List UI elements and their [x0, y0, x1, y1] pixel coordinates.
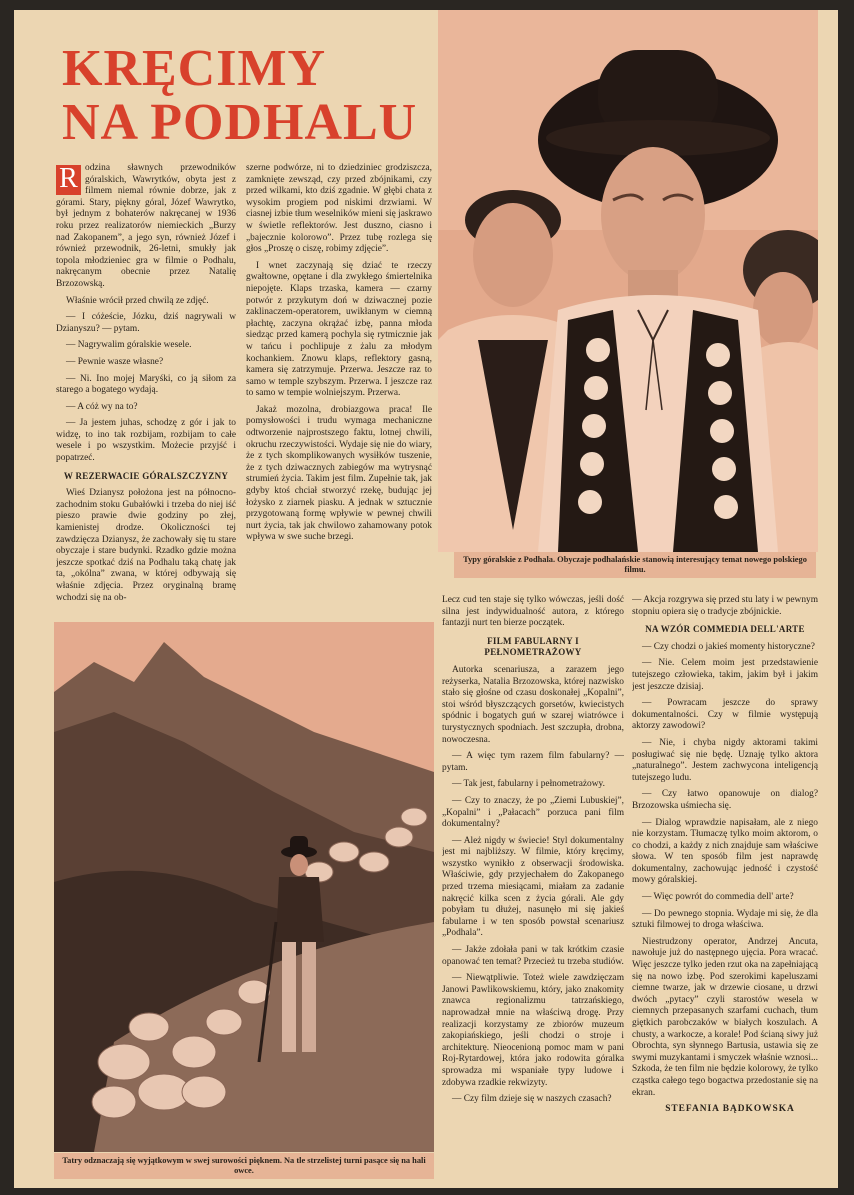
top-photo-caption: Typy góralskie z Podhala. Obyczaje podhalańskie stanowią interesujący temat nowego polskiego filmu. — [454, 552, 816, 578]
intro-paragraph — [56, 163, 236, 291]
paragraph: — Do pewnego stopnia. Wydaje mi się, że dla sztuki filmowej to droga właściwa. — [632, 908, 818, 931]
paragraph: — A cóż wy na to? — [66, 401, 138, 412]
article-title — [62, 42, 452, 150]
paragraph: — Nie, i chyba nigdy aktorami takimi posługiwać się nie będę. Uznaję tylko aktora „naturalnego”. Jestem zachwycona inteligencją tutejszego ludu. — [632, 737, 818, 783]
paragraph: Autorka scenariusza, a zarazem jego reżyserka, Natalia Brzozowska, której nazwisko stało się głośne od czasu doskonałej „Kopalni”, stoi wśród błyszczących gorsetów, kwiecistych spódnic i bogatych guń w szarej wiatrówce i turystycznych spodniach. Jest szczupła, drobna, nowoczesna. — [442, 664, 624, 745]
paragraph: — Tak jest, fabularny i pełnometrażowy. — [452, 779, 605, 790]
paragraph: — Czy chodzi o jakieś momenty historyczne? — [642, 641, 815, 652]
portrait-illustration — [438, 10, 818, 552]
paragraph: — Pewnie wasze własne? — [66, 356, 164, 367]
paragraph: szerne podwórze, ni to dziedziniec grodziszcza, zamknięte zewsząd, czy przed zbójnikami, czy przed wilkami, kto dziś zgadnie. W głębi chata z wysokim progiem pod niskimi drzwiami. W ciasnej izbie tłum weselników mieni się jaskrawo w świetle reflektorów. Jest duszno, ciasno i „bajecznie kolorowo”. Przez tubę rozlega się głos „Proszę o ciszę, robimy zdjęcie”. — [246, 163, 432, 255]
section-heading: W REZERWACIE GÓRALSZCZYZNY — [63, 470, 229, 481]
paragraph: Właśnie wrócił przed chwilą ze zdjęć. — [66, 295, 209, 306]
paragraph: — Powracam jeszcze do sprawy dokumentalności. Czy w filmie występują aktorzy zawodowi? — [632, 698, 818, 732]
text-column-4 — [632, 595, 818, 1183]
bottom-photo-caption: Tatry odznaczają się wyjątkowym w swej surowości pięknem. Na tle strzelistej turni pasące się na hali owce. — [54, 1153, 434, 1179]
paragraph: — Czy łatwo opanowuje on dialog? Brzozowska uśmiecha się. — [632, 789, 818, 811]
paragraph: Lecz cud ten staje się tylko wówczas, jeśli dość silna jest indywidualność autora, z którego fantazji nurt ten bierze początek. — [442, 595, 624, 629]
paragraph: — Czy film dzieje się w naszych czasach? — [452, 1094, 612, 1105]
drop-cap: R — [56, 165, 81, 195]
paragraph: Jakaż mozolna, drobiazgowa praca! Ile pomysłowości i trudu wymaga mechaniczne odtworzenie najprostszego faktu, lotnej chwili, okruchu rzeczywistości. Wydaje się nie do wiary, że z tych skomplikowanych wysiłków tuszenie, że z tych dziwacznych zabiegów ma wytrysnąć strumień życia. Takim jest film. Zupełnie tak, jak gdyby ktoś chciał stworzyć rzekę, budując jej łożysko z ziarnek piasku. A jednak w sztucznie przygotowaną formę wpływie w pewnej chwili nurt życia, tak jak chwilowo zahamowany potok wpływa w swe suche brzegi. — [246, 404, 432, 543]
section-heading: FILM FABULARNY I PEŁNOMETRAŻOWY — [484, 635, 582, 658]
section-heading: NA WZÓR COMMEDIA DELL'ARTE — [645, 624, 805, 635]
paragraph: — Nie. Celem moim jest przedstawienie tutejszego człowieka, takim, jakim był i jakim jest jeszcze dzisiaj. — [632, 658, 818, 692]
highlanders-portrait-photo — [438, 10, 818, 552]
paragraph: — Ja jestem juhas, schodzę z gór i jak to widzę, to ino tak rozbijam, rozbijam to całe wesele i po wszystkim. Możecie przyjść i popatrzeć. — [56, 418, 236, 464]
paragraph: — A więc tym razem film fabularny? — pytam. — [442, 751, 624, 773]
paragraph: Wieś Dzianysz położona jest na północno-zachodnim stoku Gubałówki i trzeba do niej iść pieszo prawie dwie godziny po złej, kamienistej drodze. Okoliczności tej zawdzięcza Dzianysz, że zachowały się tu stare obyczaje i stare budynki. Rzadko gdzie można jeszcze spotkać dziś na Podhalu taką chatę jak ta, „okólna” zwana, w której odbywają się właśnie zdjęcia. Przez oryginalną bramę wchodzi się na ob- — [56, 488, 236, 603]
paragraph: — Nagrywalim góralskie wesele. — [66, 340, 192, 351]
paragraph: — Więc powrót do commedia dell' arte? — [642, 892, 794, 903]
mountain-illustration — [54, 622, 434, 1152]
paragraph: Niestrudzony operator, Andrzej Ancuta, nawołuje już do następnego ujęcia. Pora wracać. Więc jeszcze tylko jeden rzut oka na zapełniającą się na nowo izbę. Pod szerokimi kapeluszami ciemne twarze, jak w drzewie ciosane, u drzwi dwóch „pytacy” czyli starostów wesela w ciemnych przepasanych szarfami cuchach, tłum giętkich parobczaków w białych koszulach. A chusty, a warkocze, a korale! Pod ścianą siwy już Obrochta, syn słynnego Bartusia, ustawia się ze swymi muzykantami i smyczek właśnie wznosi... Szkoda, że ten film nie będzie kolorowy, że tylko cząstka całego tego bogactwa przedostanie się na ekran. — [632, 936, 818, 1098]
text-column-3 — [442, 595, 624, 1183]
paragraph: — Ależ nigdy w świecie! Styl dokumentalny jest mi najbliższy. W filmie, który kręcimy, wszystko wynikło z obserwacji środowiska. Właściwie, gdy przyjechałem do Zakopanego przed trzema miesiącami, miałam za zadanie nakręcić kilka scen z życia górali. Ale gdy pobyłam tu dłużej, nasunęło mi się jakieś fabularne i w ten sposób powstał scenariusz „Podhala”. — [442, 835, 624, 939]
paragraph: — I cóżeście, Józku, dziś nagrywali w Dzianyszu? — pytam. — [56, 312, 236, 334]
paragraph: I wnet zaczynają się dziać te rzeczy gwałtowne, opętane i dla zwykłego śmiertelnika niepojęte. Klaps trzaska, kamera — czarny potwór z przykutym doń w dziwacznej pozie zaklinaczem-operatorem, uwikłanym w ciemną płachtę, zaczyna okrążać izbę, panna młoda siedząc przed kamerą pochyla się rytmicznie jak w tańcu i pochlipuje z żalu za młodym kochankiem. Znowu klaps, reflektory gasną, kamera się zatrzymuje. Przerwa. Jeszcze raz to samo w temple szybszym. Przerwa. I jeszcze raz to samo w tempie wolniejszym. Przerwa. — [246, 260, 432, 399]
paragraph: — Dialog wprawdzie napisałam, ale z niego nie korzystam. Tłumaczę tylko moim aktorom, o co chodzi, a każdy z nich znajduje sam właściwe słowa. W ten sposób film jest naprawdę dokumentalny, zachowując jedność i czystość mowy góralskiej. — [632, 817, 818, 886]
paragraph: — Niewątpliwie. Toteż wiele zawdzięczam Janowi Pawlikowskiemu, który, jako znakomity znawca regionalizmu tatrzańskiego, naprowadzał mnie na właściwą drogę. Przy realizacji korzystamy ze zbiorów muzeum zakopiańskiego, jeśli chodzi o stroje i architekturę. Nieocenioną pomoc mam w pani Roj-Rytardowej, która jako rodowita góralka sprowadza mi wspaniałe typy ludowe i zdobywa rzadkie rekwizyty. — [442, 973, 624, 1088]
paragraph: — Akcja rozgrywa się przed stu laty i w pewnym stopniu opiera się o tradycje zbójnickie. — [632, 595, 818, 617]
text-column-2 — [246, 163, 432, 615]
paragraph: — Ni. Ino mojej Maryśki, co ją siłom za starego a bogatego wydają. — [56, 373, 236, 396]
intro-text: odzina sławnych przewodników góralskich, Wawrytków, obyta jest z filmem niemal równie dobrze, jak z górami. Stary, piękny góral, Józef Wawrytko, był jednym z bohaterów nakręcanej w 1936 roku przez realizatorów niemieckich „Burzy nad Zakopanem”, a jego syn, również Józef i również przewodnik, 26-letni, smukły jak topola młodzieniec gra w filmie o Podhalu, nakręcanym obecnie przez Natalię Brzozowską. — [56, 163, 236, 289]
paragraph: — Czy to znaczy, że po „Ziemi Lubuskiej”, „Kopalni” i „Pałacach” porzuca pani film dokumentalny? — [442, 795, 624, 830]
tatra-sheep-photo — [54, 622, 434, 1152]
text-column-1 — [56, 163, 236, 615]
title-line-2: NA PODHALU — [62, 94, 418, 151]
paragraph: — Jakże zdołała pani w tak krótkim czasie opanować ten temat? Przecież tu trzeba studiów. — [442, 945, 624, 967]
magazine-page — [14, 10, 838, 1188]
author-signature: STEFANIA BĄDKOWSKA — [665, 1104, 795, 1115]
title-line-1: KRĘCIMY — [62, 40, 327, 97]
